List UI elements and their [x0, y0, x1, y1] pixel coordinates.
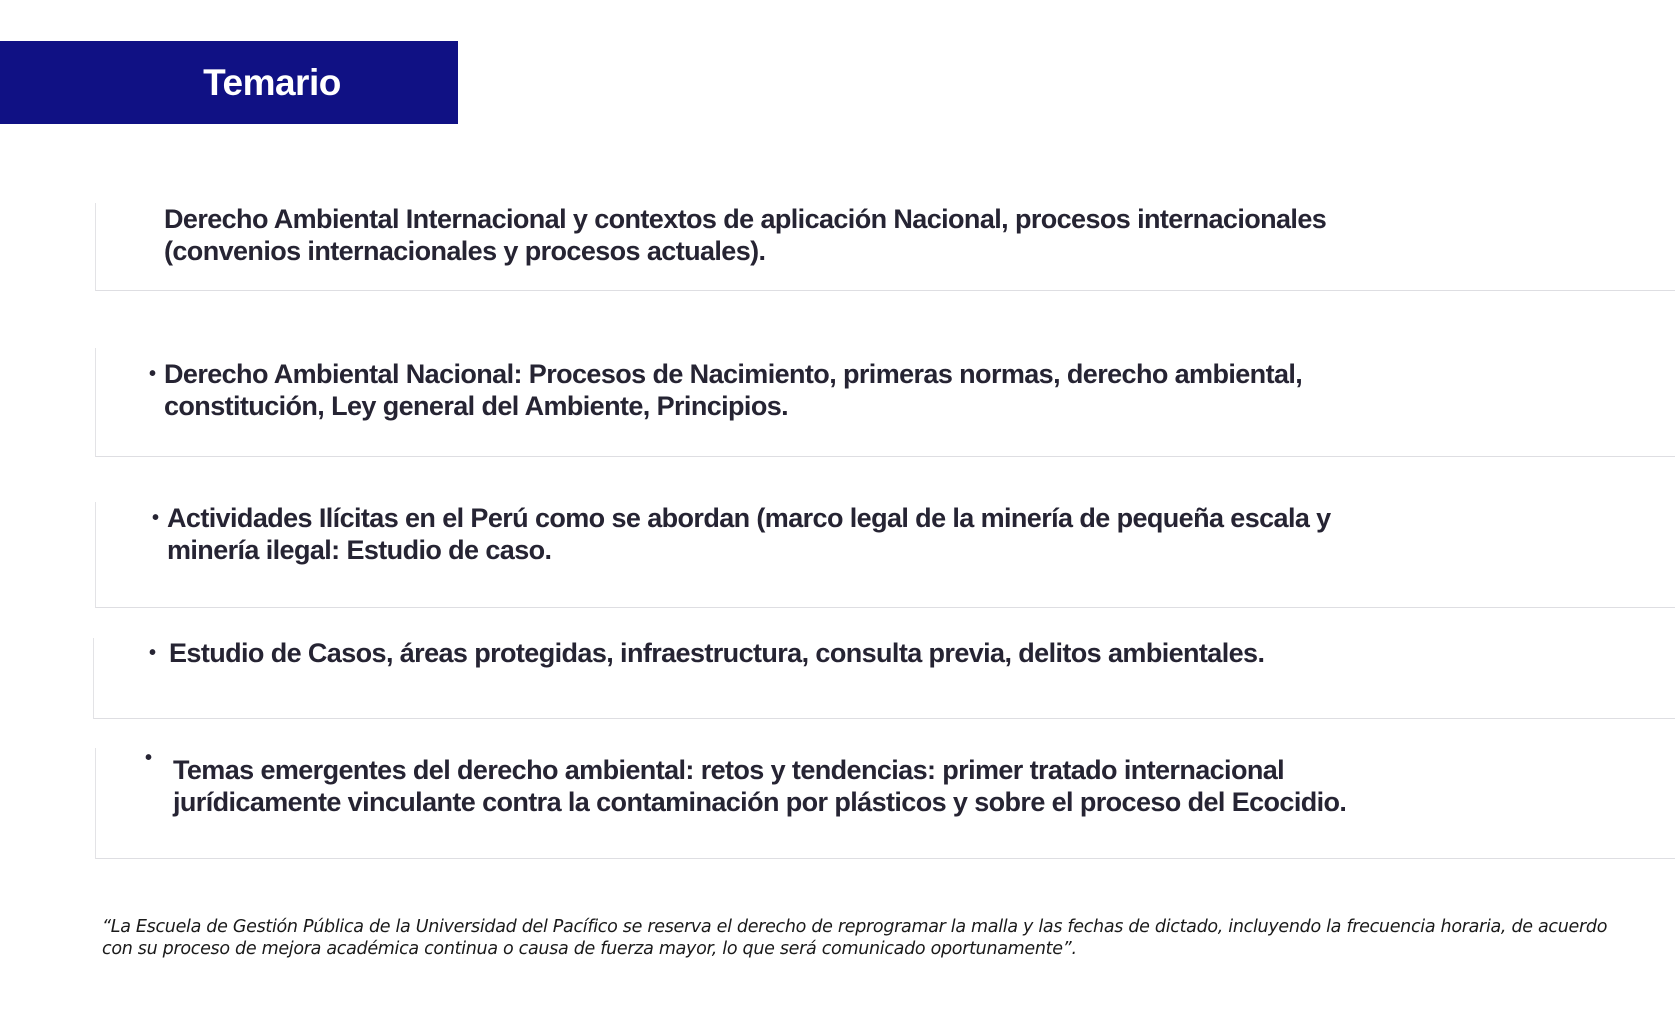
bullet-icon: • [145, 747, 153, 769]
topic-text: Temas emergentes del derecho ambiental: retos y tendencias: primer tratado internacional jurídicamente vinculante contra la contaminación por plásticos y sobre el proceso del Ecocidio. [173, 755, 1347, 817]
page-title: Temario [203, 61, 341, 103]
topic-text: Estudio de Casos, áreas protegidas, infraestructura, consulta previa, delitos ambientales. [169, 638, 1265, 668]
topic-item [95, 348, 1675, 457]
bullet-icon: • [149, 642, 157, 664]
topic-text: Derecho Ambiental Nacional: Procesos de Nacimiento, primeras normas, derecho ambiental, constitución, Ley general del Ambiente, Principios. [164, 359, 1303, 421]
bullet-icon: • [152, 507, 160, 529]
topic-item [93, 638, 1675, 719]
topic-item [95, 748, 1675, 859]
topic-item [95, 502, 1675, 608]
bullet-icon: • [149, 363, 157, 385]
disclaimer-note: “La Escuela de Gestión Pública de la Universidad del Pacífico se reserva el derecho de reprogramar la malla y las fechas de dictado, incluyendo la frecuencia horaria, de acuerdo con su proceso de mejora académica continua o causa de fuerza mayor, lo que será comunicado oportunamente”. [102, 917, 1608, 959]
title-banner [0, 41, 458, 124]
topic-text: Derecho Ambiental Internacional y contextos de aplicación Nacional, procesos internacionales (convenios internacionales y procesos actuales). [164, 204, 1327, 266]
topic-text: Actividades Ilícitas en el Perú como se abordan (marco legal de la minería de pequeña escala y minería ilegal: Estudio de caso. [167, 503, 1331, 565]
topic-item [95, 203, 1675, 291]
